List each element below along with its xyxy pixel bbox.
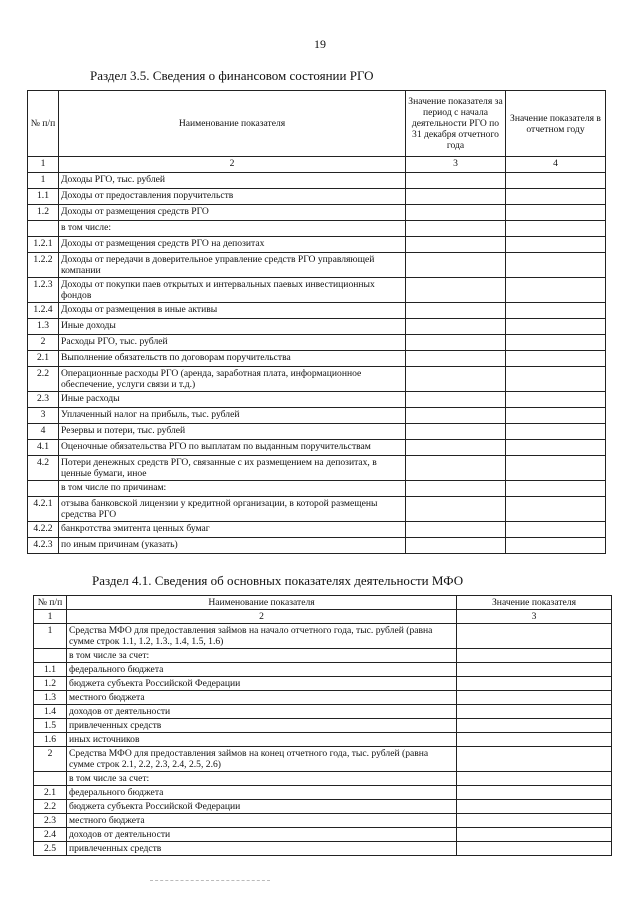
row-number: 1.6 xyxy=(34,733,67,747)
row-label: Резервы и потери, тыс. рублей xyxy=(59,424,406,440)
row-label: Иные доходы xyxy=(59,319,406,335)
row-number: 2.2 xyxy=(28,367,59,392)
value-cell xyxy=(457,663,612,677)
row-number: 1.2.4 xyxy=(28,303,59,319)
row-number: 1.2.1 xyxy=(28,237,59,253)
row-label: бюджета субъекта Российской Федерации xyxy=(67,800,457,814)
row-number: 4.2.3 xyxy=(28,538,59,554)
table-row xyxy=(34,814,612,828)
value-cell xyxy=(457,624,612,649)
row-label: доходов от деятельности xyxy=(67,828,457,842)
row-label: Оценочные обязательства РГО по выплатам по выданным поручительствам xyxy=(59,440,406,456)
value-cell xyxy=(457,649,612,663)
financial-rows xyxy=(28,173,606,554)
table-row xyxy=(34,747,612,772)
value-cell xyxy=(406,456,506,481)
table-row xyxy=(28,221,606,237)
row-label: привлеченных средств xyxy=(67,719,457,733)
value-cell xyxy=(457,733,612,747)
table-row xyxy=(28,319,606,335)
col-number: 3 xyxy=(457,610,612,624)
header-row xyxy=(28,91,606,157)
value-cell xyxy=(506,497,606,522)
financial-state-table xyxy=(27,90,606,554)
value-cell xyxy=(506,335,606,351)
column-number-row xyxy=(34,610,612,624)
table-row xyxy=(34,772,612,786)
table-row xyxy=(28,538,606,554)
row-label: Доходы от размещения средств РГО xyxy=(59,205,406,221)
row-label: в том числе за счет: xyxy=(67,649,457,663)
row-label: местного бюджета xyxy=(67,814,457,828)
table-row xyxy=(34,842,612,856)
row-number: 4.2.1 xyxy=(28,497,59,522)
value-cell xyxy=(457,691,612,705)
value-cell xyxy=(506,319,606,335)
value-cell xyxy=(457,747,612,772)
col-number: 1 xyxy=(34,610,67,624)
row-number: 4.1 xyxy=(28,440,59,456)
table-row xyxy=(28,440,606,456)
table-row xyxy=(28,303,606,319)
row-number xyxy=(34,649,67,663)
header-name: Наименование показателя xyxy=(67,596,457,610)
table-row xyxy=(28,456,606,481)
row-label: доходов от деятельности xyxy=(67,705,457,719)
col-number: 1 xyxy=(28,157,59,173)
value-cell xyxy=(457,828,612,842)
table-row xyxy=(28,253,606,278)
row-label: Доходы РГО, тыс. рублей xyxy=(59,173,406,189)
value-cell xyxy=(506,408,606,424)
row-number xyxy=(28,221,59,237)
value-cell xyxy=(506,538,606,554)
row-number: 4 xyxy=(28,424,59,440)
row-label: местного бюджета xyxy=(67,691,457,705)
row-label: Иные расходы xyxy=(59,392,406,408)
value-cell xyxy=(457,705,612,719)
table-row xyxy=(28,335,606,351)
row-number: 4.2 xyxy=(28,456,59,481)
table-row xyxy=(34,663,612,677)
row-label: Средства МФО для предоставления займов на конец отчетного года, тыс. рублей (равна сумме строк 2.1, 2.2, 2.3, 2.4, 2.5, 2.6) xyxy=(67,747,457,772)
value-cell xyxy=(457,719,612,733)
value-cell xyxy=(506,351,606,367)
value-cell xyxy=(406,221,506,237)
value-cell xyxy=(406,392,506,408)
row-label: привлеченных средств xyxy=(67,842,457,856)
section-4-1-title: Раздел 4.1. Сведения об основных показателях деятельности МФО xyxy=(92,573,464,588)
value-cell xyxy=(406,440,506,456)
table-row xyxy=(28,522,606,538)
row-number: 2 xyxy=(34,747,67,772)
col-number: 2 xyxy=(59,157,406,173)
value-cell xyxy=(406,278,506,303)
row-number: 1 xyxy=(28,173,59,189)
value-cell xyxy=(406,408,506,424)
row-number xyxy=(28,481,59,497)
value-cell xyxy=(506,303,606,319)
value-cell xyxy=(406,237,506,253)
row-label: федерального бюджета xyxy=(67,786,457,800)
row-number xyxy=(34,772,67,786)
row-label: в том числе по причинам: xyxy=(59,481,406,497)
value-cell xyxy=(406,367,506,392)
value-cell xyxy=(406,481,506,497)
table-row xyxy=(34,691,612,705)
value-cell xyxy=(506,392,606,408)
row-number: 2.1 xyxy=(28,351,59,367)
table-row xyxy=(28,367,606,392)
row-number: 1.4 xyxy=(34,705,67,719)
value-cell xyxy=(506,440,606,456)
section-3-5-title: Раздел 3.5. Сведения о финансовом состоянии РГО xyxy=(90,68,374,83)
value-cell xyxy=(406,522,506,538)
column-number-row xyxy=(28,157,606,173)
row-number: 2 xyxy=(28,335,59,351)
value-cell xyxy=(457,786,612,800)
row-number: 3 xyxy=(28,408,59,424)
row-label: отзыва банковской лицензии у кредитной организации, в которой размещены средства РГО xyxy=(59,497,406,522)
table-row xyxy=(28,189,606,205)
value-cell xyxy=(457,677,612,691)
table-row xyxy=(28,278,606,303)
row-number: 2.4 xyxy=(34,828,67,842)
table-row xyxy=(28,481,606,497)
row-label: федерального бюджета xyxy=(67,663,457,677)
row-label: Потери денежных средств РГО, связанные с их размещением на депозитах, в ценные бумаги, иное xyxy=(59,456,406,481)
value-cell xyxy=(457,800,612,814)
header-year-value: Значение показателя в отчетном году xyxy=(506,91,606,157)
value-cell xyxy=(406,335,506,351)
row-number: 1.1 xyxy=(34,663,67,677)
value-cell xyxy=(457,814,612,828)
scan-artifact xyxy=(150,880,270,881)
table-row xyxy=(28,351,606,367)
table-row xyxy=(34,800,612,814)
table-row xyxy=(28,408,606,424)
table-row xyxy=(28,237,606,253)
table-row xyxy=(34,733,612,747)
table-row xyxy=(34,719,612,733)
value-cell xyxy=(506,173,606,189)
row-number: 1.2.2 xyxy=(28,253,59,278)
row-label: Доходы от размещения средств РГО на депозитах xyxy=(59,237,406,253)
table-row xyxy=(34,649,612,663)
row-label: Операционные расходы РГО (аренда, заработная плата, информационное обеспечение, услуги связи и т.д.) xyxy=(59,367,406,392)
table-row xyxy=(34,786,612,800)
page-number: 19 xyxy=(314,37,326,51)
row-label: Доходы от покупки паев открытых и интервальных паевых инвестиционных фондов xyxy=(59,278,406,303)
row-label: Выполнение обязательств по договорам поручительства xyxy=(59,351,406,367)
table-row xyxy=(34,828,612,842)
row-label: в том числе: xyxy=(59,221,406,237)
row-number: 1.3 xyxy=(34,691,67,705)
row-number: 2.2 xyxy=(34,800,67,814)
value-cell xyxy=(506,205,606,221)
row-number: 4.2.2 xyxy=(28,522,59,538)
row-label: Расходы РГО, тыс. рублей xyxy=(59,335,406,351)
row-number: 1.2 xyxy=(28,205,59,221)
col-number: 4 xyxy=(506,157,606,173)
table-row xyxy=(34,677,612,691)
value-cell xyxy=(506,481,606,497)
table-row xyxy=(28,497,606,522)
value-cell xyxy=(506,424,606,440)
row-number: 2.5 xyxy=(34,842,67,856)
row-label: в том числе за счет: xyxy=(67,772,457,786)
value-cell xyxy=(406,319,506,335)
value-cell xyxy=(406,253,506,278)
table-row xyxy=(28,392,606,408)
value-cell xyxy=(406,497,506,522)
row-label: Средства МФО для предоставления займов на начало отчетного года, тыс. рублей (равна сумме строк 1.1, 1.2, 1.3., 1.4, 1.5, 1.6) xyxy=(67,624,457,649)
col-number: 2 xyxy=(67,610,457,624)
row-number: 1.1 xyxy=(28,189,59,205)
value-cell xyxy=(406,205,506,221)
value-cell xyxy=(506,278,606,303)
row-number: 1 xyxy=(34,624,67,649)
value-cell xyxy=(457,842,612,856)
value-cell xyxy=(506,522,606,538)
value-cell xyxy=(457,772,612,786)
table-row xyxy=(34,624,612,649)
value-cell xyxy=(506,456,606,481)
value-cell xyxy=(506,189,606,205)
row-label: иных источников xyxy=(67,733,457,747)
row-label: банкротства эмитента ценных бумаг xyxy=(59,522,406,538)
value-cell xyxy=(506,221,606,237)
row-label: Доходы от размещения в иные активы xyxy=(59,303,406,319)
row-number: 1.2 xyxy=(34,677,67,691)
col-number: 3 xyxy=(406,157,506,173)
row-label: Уплаченный налог на прибыль, тыс. рублей xyxy=(59,408,406,424)
row-number: 2.1 xyxy=(34,786,67,800)
header-name: Наименование показателя xyxy=(59,91,406,157)
row-number: 2.3 xyxy=(34,814,67,828)
row-label: Доходы от передачи в доверительное управление средств РГО управляющей компании xyxy=(59,253,406,278)
value-cell xyxy=(506,253,606,278)
header-num: № п/п xyxy=(34,596,67,610)
mfo-indicators-table xyxy=(33,595,612,856)
table-row xyxy=(28,424,606,440)
row-number: 2.3 xyxy=(28,392,59,408)
value-cell xyxy=(506,237,606,253)
mfo-rows xyxy=(34,624,612,856)
value-cell xyxy=(406,424,506,440)
header-value: Значение показателя xyxy=(457,596,612,610)
header-num: № п/п xyxy=(28,91,59,157)
value-cell xyxy=(406,538,506,554)
row-number: 1.2.3 xyxy=(28,278,59,303)
row-label: бюджета субъекта Российской Федерации xyxy=(67,677,457,691)
value-cell xyxy=(506,367,606,392)
table-row xyxy=(28,205,606,221)
value-cell xyxy=(406,173,506,189)
row-label: по иным причинам (указать) xyxy=(59,538,406,554)
table-row xyxy=(28,173,606,189)
header-row xyxy=(34,596,612,610)
row-number: 1.3 xyxy=(28,319,59,335)
table-row xyxy=(34,705,612,719)
header-period-value: Значение показателя за период с начала деятельности РГО по 31 декабря отчетного года xyxy=(406,91,506,157)
row-label: Доходы от предоставления поручительств xyxy=(59,189,406,205)
value-cell xyxy=(406,351,506,367)
value-cell xyxy=(406,303,506,319)
value-cell xyxy=(406,189,506,205)
row-number: 1.5 xyxy=(34,719,67,733)
